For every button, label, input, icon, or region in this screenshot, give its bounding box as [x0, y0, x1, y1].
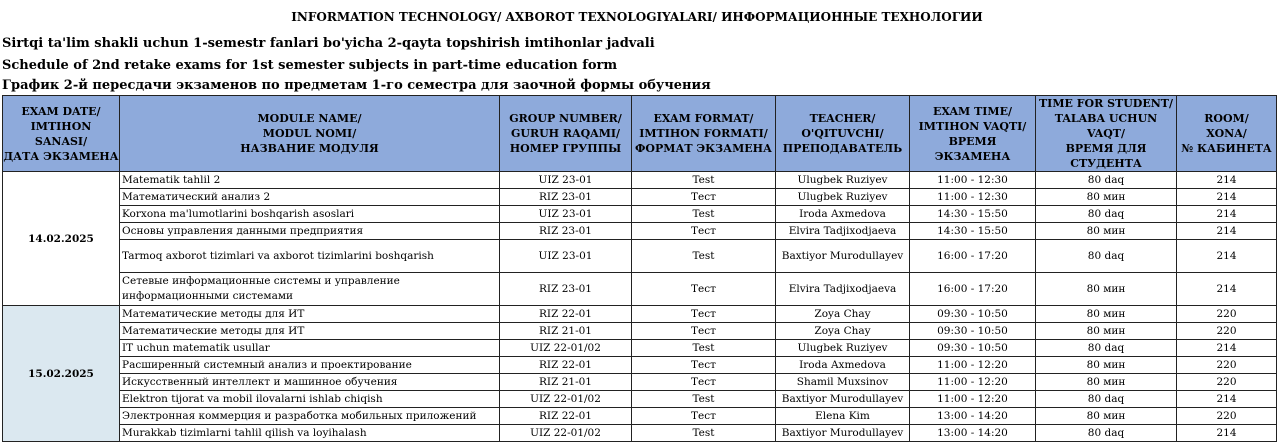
module-cell: Математический анализ 2 — [120, 189, 500, 206]
format-cell: Тест — [632, 223, 776, 240]
room-cell: 214 — [1177, 273, 1277, 306]
table-row — [3, 425, 1277, 442]
duration-cell: 80 daq — [1036, 172, 1177, 189]
group-cell: UIZ 23-01 — [500, 172, 632, 189]
time-cell: 09:30 - 10:50 — [910, 340, 1036, 357]
time-cell: 09:30 - 10:50 — [910, 306, 1036, 323]
time-cell: 16:00 - 17:20 — [910, 273, 1036, 306]
room-cell: 220 — [1177, 306, 1277, 323]
exam-schedule-table — [2, 95, 1277, 442]
header-exam-date: EXAM DATE/ IMTIHON SANASI/ ДАТА ЭКЗАМЕНА — [3, 96, 120, 172]
format-cell: Тест — [632, 323, 776, 340]
group-cell: RIZ 23-01 — [500, 273, 632, 306]
room-cell: 220 — [1177, 323, 1277, 340]
room-cell: 214 — [1177, 425, 1277, 442]
time-cell: 11:00 - 12:20 — [910, 357, 1036, 374]
teacher-cell: Elena Kim — [776, 408, 910, 425]
time-cell: 14:30 - 15:50 — [910, 223, 1036, 240]
table-row — [3, 357, 1277, 374]
format-cell: Test — [632, 391, 776, 408]
teacher-cell: Baxtiyor Murodullayev — [776, 240, 910, 273]
header-room: ROOM/ XONA/ № КАБИНЕТА — [1177, 96, 1277, 172]
teacher-cell: Ulugbek Ruziyev — [776, 172, 910, 189]
module-cell: Murakkab tizimlarni tahlil qilish va loyihalash — [120, 425, 500, 442]
module-cell: Математические методы для ИТ — [120, 323, 500, 340]
room-cell: 214 — [1177, 240, 1277, 273]
table-row — [3, 206, 1277, 223]
format-cell: Тест — [632, 357, 776, 374]
group-cell: RIZ 22-01 — [500, 306, 632, 323]
header-group-number: GROUP NUMBER/ GURUH RAQAMI/ НОМЕР ГРУППЫ — [500, 96, 632, 172]
group-cell: RIZ 22-01 — [500, 408, 632, 425]
time-cell: 09:30 - 10:50 — [910, 323, 1036, 340]
subtitle-en: Schedule of 2nd retake exams for 1st semester subjects in part-time education form — [2, 58, 618, 73]
table-row — [3, 408, 1277, 425]
exam-date-cell: 15.02.2025 — [3, 306, 120, 442]
teacher-cell: Baxtiyor Murodullayev — [776, 391, 910, 408]
duration-cell: 80 мин — [1036, 323, 1177, 340]
header-time-for-student: TIME FOR STUDENT/ TALABA UCHUN VAQT/ ВРЕМЯ ДЛЯ СТУДЕНТА — [1036, 96, 1177, 172]
teacher-cell: Baxtiyor Murodullayev — [776, 425, 910, 442]
module-cell: Основы управления данными предприятия — [120, 223, 500, 240]
time-cell: 11:00 - 12:30 — [910, 189, 1036, 206]
duration-cell: 80 мин — [1036, 357, 1177, 374]
group-cell: UIZ 23-01 — [500, 206, 632, 223]
module-cell: IT uchun matematik usullar — [120, 340, 500, 357]
duration-cell: 80 мин — [1036, 223, 1177, 240]
room-cell: 214 — [1177, 206, 1277, 223]
table-row — [3, 172, 1277, 189]
room-cell: 214 — [1177, 391, 1277, 408]
duration-cell: 80 мин — [1036, 273, 1177, 306]
group-cell: UIZ 22-01/02 — [500, 340, 632, 357]
group-cell: RIZ 21-01 — [500, 374, 632, 391]
header-exam-format: EXAM FORMAT/ IMTIHON FORMATI/ ФОРМАТ ЭКЗАМЕНА — [632, 96, 776, 172]
teacher-cell: Zoya Chay — [776, 323, 910, 340]
header-teacher: TEACHER/ O'QITUVCHI/ ПРЕПОДАВАТЕЛЬ — [776, 96, 910, 172]
exam-date-cell: 14.02.2025 — [3, 172, 120, 306]
module-cell: Расширенный системный анализ и проектирование — [120, 357, 500, 374]
time-cell: 14:30 - 15:50 — [910, 206, 1036, 223]
table-row — [3, 306, 1277, 323]
duration-cell: 80 daq — [1036, 391, 1177, 408]
module-cell: Elektron tijorat va mobil ilovalarni ishlab chiqish — [120, 391, 500, 408]
room-cell: 214 — [1177, 223, 1277, 240]
room-cell: 220 — [1177, 357, 1277, 374]
format-cell: Test — [632, 425, 776, 442]
module-cell: Korxona ma'lumotlarini boshqarish asoslari — [120, 206, 500, 223]
duration-cell: 80 мин — [1036, 306, 1177, 323]
time-cell: 13:00 - 14:20 — [910, 425, 1036, 442]
format-cell: Test — [632, 340, 776, 357]
format-cell: Test — [632, 240, 776, 273]
module-cell: Matematik tahlil 2 — [120, 172, 500, 189]
table-row — [3, 273, 1277, 306]
group-cell: RIZ 23-01 — [500, 189, 632, 206]
format-cell: Тест — [632, 374, 776, 391]
module-cell: Математические методы для ИТ — [120, 306, 500, 323]
duration-cell: 80 daq — [1036, 240, 1177, 273]
room-cell: 220 — [1177, 374, 1277, 391]
group-cell: UIZ 22-01/02 — [500, 391, 632, 408]
module-cell: Tarmoq axborot tizimlari va axborot tizimlarini boshqarish — [120, 240, 500, 273]
module-cell: Искусственный интеллект и машинное обучения — [120, 374, 500, 391]
format-cell: Тест — [632, 189, 776, 206]
module-cell: Электронная коммерция и разработка мобильных приложений — [120, 408, 500, 425]
time-cell: 11:00 - 12:30 — [910, 172, 1036, 189]
teacher-cell: Shamil Muxsinov — [776, 374, 910, 391]
format-cell: Тест — [632, 306, 776, 323]
teacher-cell: Ulugbek Ruziyev — [776, 189, 910, 206]
table-row — [3, 223, 1277, 240]
teacher-cell: Iroda Axmedova — [776, 206, 910, 223]
header-module-name: MODULE NAME/ MODUL NOMI/ НАЗВАНИЕ МОДУЛЯ — [120, 96, 500, 172]
format-cell: Тест — [632, 408, 776, 425]
duration-cell: 80 мин — [1036, 189, 1177, 206]
teacher-cell: Elvira Tadjixodjaeva — [776, 223, 910, 240]
teacher-cell: Ulugbek Ruziyev — [776, 340, 910, 357]
group-cell: UIZ 22-01/02 — [500, 425, 632, 442]
time-cell: 11:00 - 12:20 — [910, 374, 1036, 391]
table-header-row — [3, 96, 1277, 172]
format-cell: Test — [632, 206, 776, 223]
time-cell: 16:00 - 17:20 — [910, 240, 1036, 273]
time-cell: 11:00 - 12:20 — [910, 391, 1036, 408]
duration-cell: 80 daq — [1036, 425, 1177, 442]
format-cell: Тест — [632, 273, 776, 306]
room-cell: 214 — [1177, 189, 1277, 206]
table-row — [3, 189, 1277, 206]
group-cell: RIZ 21-01 — [500, 323, 632, 340]
duration-cell: 80 мин — [1036, 408, 1177, 425]
page-title: INFORMATION TECHNOLOGY/ AXBOROT TEXNOLOGIYALARI/ ИНФОРМАЦИОННЫЕ ТЕХНОЛОГИИ — [291, 10, 983, 24]
room-cell: 220 — [1177, 408, 1277, 425]
group-cell: RIZ 22-01 — [500, 357, 632, 374]
table-row — [3, 374, 1277, 391]
group-cell: UIZ 23-01 — [500, 240, 632, 273]
module-cell: Сетевые информационные системы и управление информационными системами — [120, 273, 500, 306]
date-group — [3, 306, 1277, 442]
room-cell: 214 — [1177, 172, 1277, 189]
time-cell: 13:00 - 14:20 — [910, 408, 1036, 425]
table-row — [3, 391, 1277, 408]
duration-cell: 80 daq — [1036, 340, 1177, 357]
subtitle-uz: Sirtqi ta'lim shakli uchun 1-semestr fanlari bo'yicha 2-qayta topshirish imtihonlar jadvali — [2, 36, 655, 51]
subtitle-ru: График 2-й пересдачи экзаменов по предметам 1-го семестра для заочной формы обучения — [2, 78, 711, 93]
duration-cell: 80 daq — [1036, 206, 1177, 223]
date-group — [3, 172, 1277, 306]
table-row — [3, 323, 1277, 340]
format-cell: Test — [632, 172, 776, 189]
teacher-cell: Iroda Axmedova — [776, 357, 910, 374]
teacher-cell: Elvira Tadjixodjaeva — [776, 273, 910, 306]
room-cell: 214 — [1177, 340, 1277, 357]
group-cell: RIZ 23-01 — [500, 223, 632, 240]
duration-cell: 80 мин — [1036, 374, 1177, 391]
header-exam-time: EXAM TIME/ IMTIHON VAQTI/ ВРЕМЯ ЭКЗАМЕНА — [910, 96, 1036, 172]
table-row — [3, 240, 1277, 273]
teacher-cell: Zoya Chay — [776, 306, 910, 323]
table-row — [3, 340, 1277, 357]
